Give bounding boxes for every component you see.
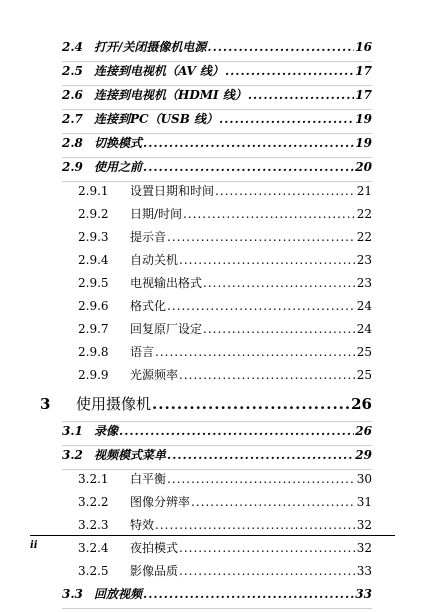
toc-entry-title: 连接到电视机（AV 线）: [94, 64, 224, 78]
toc-entry-title: 格式化: [130, 299, 167, 313]
toc-entry-number: 3.2: [62, 448, 83, 462]
toc-entry-title: 日期/时间: [130, 207, 183, 221]
toc-entry-page: 22: [356, 207, 372, 221]
toc-entry-number: 3.2.2: [78, 495, 109, 509]
toc-entry-page: 23: [356, 253, 372, 267]
toc-entry-title: 影像品质: [130, 564, 179, 578]
toc-entry-title: 电视输出格式: [130, 276, 203, 290]
toc-dot-leader: [167, 472, 356, 486]
toc-entry[interactable]: [62, 343, 372, 366]
toc-entry[interactable]: [62, 38, 372, 62]
toc-entry-number: 2.9.7: [78, 322, 109, 336]
toc-entry-page: 33: [355, 587, 372, 601]
toc-entry-number: 2.9: [62, 160, 83, 174]
toc-dot-leader: [155, 345, 356, 359]
toc-entry[interactable]: [62, 205, 372, 228]
toc-entry-page: 24: [356, 299, 372, 313]
toc-entry-title: 白平衡: [130, 472, 167, 486]
toc-entry-number: 2.9.1: [78, 184, 109, 198]
toc-dot-leader: [179, 541, 356, 555]
toc-entry-title: 光源频率: [130, 368, 179, 382]
toc-entry[interactable]: [62, 446, 372, 470]
toc-entry-page: 24: [356, 322, 372, 336]
toc-entry-number: 2.9.3: [78, 230, 109, 244]
toc-dot-leader: [167, 448, 354, 462]
toc-entry-title: 使用摄像机: [76, 395, 152, 413]
toc-entry-page: 25: [356, 368, 372, 382]
toc-entry-number: 2.7: [62, 112, 83, 126]
toc-dot-leader: [152, 395, 350, 413]
toc-entry[interactable]: [62, 493, 372, 516]
toc-entry-number: 3: [40, 395, 51, 413]
toc-entry-number: 3.2.3: [78, 518, 109, 532]
toc-dot-leader: [183, 207, 356, 221]
toc-entry-number: 2.9.6: [78, 299, 109, 313]
toc-entry[interactable]: [62, 366, 372, 389]
toc-entry-page: 20: [355, 160, 372, 174]
toc-entry-page: 32: [356, 541, 372, 555]
toc-entry-number: 2.9.4: [78, 253, 109, 267]
toc-entry-title: 特效: [130, 518, 155, 532]
toc-entry-title: 录像: [94, 424, 119, 438]
toc-entry[interactable]: [62, 320, 372, 343]
toc-entry-number: 2.4: [62, 40, 83, 54]
toc-entry-page: 33: [356, 564, 372, 578]
toc-entry-page: 21: [356, 184, 372, 198]
toc-entry-page: 29: [355, 448, 372, 462]
toc-entry-title: 自动关机: [130, 253, 179, 267]
toc-entry-page: 17: [355, 88, 372, 102]
toc-dot-leader: [119, 424, 354, 438]
toc-dot-leader: [248, 88, 354, 102]
toc-entry[interactable]: [62, 274, 372, 297]
toc-entry-number: 2.9.8: [78, 345, 109, 359]
toc-entry-number: 2.9.2: [78, 207, 109, 221]
toc-dot-leader: [179, 368, 356, 382]
toc-entry[interactable]: [62, 562, 372, 585]
toc-dot-leader: [167, 230, 356, 244]
toc-dot-leader: [215, 184, 356, 198]
toc-dot-leader: [143, 587, 354, 601]
toc-entry-title: 使用之前: [94, 160, 143, 174]
toc-entry-page: 22: [356, 230, 372, 244]
toc-entry[interactable]: [62, 62, 372, 86]
toc-dot-leader: [203, 276, 356, 290]
toc-entry-number: 2.5: [62, 64, 83, 78]
toc-entry[interactable]: [62, 86, 372, 110]
table-of-contents: [40, 38, 372, 609]
toc-entry[interactable]: [62, 251, 372, 274]
toc-entry-page: 32: [356, 518, 372, 532]
toc-entry[interactable]: [40, 393, 372, 422]
toc-entry-number: 2.9.9: [78, 368, 109, 382]
toc-entry[interactable]: [62, 134, 372, 158]
toc-entry-page: 16: [355, 40, 372, 54]
toc-entry-title: 切换模式: [94, 136, 143, 150]
toc-entry[interactable]: [62, 182, 372, 205]
toc-entry[interactable]: [62, 470, 372, 493]
toc-entry-page: 17: [355, 64, 372, 78]
toc-entry-title: 连接到电视机（HDMI 线）: [94, 88, 247, 102]
toc-entry[interactable]: [62, 297, 372, 320]
toc-entry-title: 语言: [130, 345, 155, 359]
toc-entry-page: 19: [355, 136, 372, 150]
toc-entry[interactable]: [62, 110, 372, 134]
toc-entry-number: 2.9.5: [78, 276, 109, 290]
toc-dot-leader: [179, 564, 356, 578]
toc-entry-title: 夜拍模式: [130, 541, 179, 555]
toc-entry-page: 26: [355, 424, 372, 438]
toc-entry-page: 26: [351, 395, 372, 413]
toc-entry-number: 2.6: [62, 88, 83, 102]
toc-entry-number: 3.3: [62, 587, 83, 601]
toc-dot-leader: [143, 160, 354, 174]
toc-entry[interactable]: [62, 422, 372, 446]
toc-entry-title: 视频模式菜单: [94, 448, 167, 462]
toc-dot-leader: [191, 495, 356, 509]
toc-entry-page: 19: [355, 112, 372, 126]
toc-dot-leader: [203, 322, 356, 336]
toc-dot-leader: [179, 253, 356, 267]
toc-entry[interactable]: [62, 585, 372, 609]
toc-dot-leader: [143, 136, 354, 150]
toc-entry-number: 2.8: [62, 136, 83, 150]
toc-entry[interactable]: [62, 228, 372, 251]
toc-entry-number: 3.2.5: [78, 564, 109, 578]
toc-entry[interactable]: [62, 539, 372, 562]
toc-dot-leader: [225, 64, 354, 78]
toc-entry-page: 23: [356, 276, 372, 290]
toc-entry-title: 提示音: [130, 230, 167, 244]
toc-entry-title: 回放视频: [94, 587, 143, 601]
toc-entry-title: 图像分辨率: [130, 495, 191, 509]
toc-entry-page: 30: [356, 472, 372, 486]
toc-entry-number: 3.2.1: [78, 472, 109, 486]
toc-dot-leader: [167, 299, 356, 313]
footer-page-number: ii: [30, 540, 38, 551]
toc-dot-leader: [155, 518, 356, 532]
toc-dot-leader: [207, 40, 354, 54]
toc-entry-number: 3.1: [62, 424, 83, 438]
toc-entry-title: 回复原厂设定: [130, 322, 203, 336]
toc-entry-title: 连接到PC（USB 线）: [94, 112, 219, 126]
toc-dot-leader: [219, 112, 354, 126]
toc-entry-title: 设置日期和时间: [130, 184, 215, 198]
toc-entry-page: 31: [356, 495, 372, 509]
footer-divider: [30, 535, 395, 536]
toc-entry[interactable]: [62, 158, 372, 182]
toc-entry-number: 3.2.4: [78, 541, 109, 555]
toc-entry-title: 打开/关闭摄像机电源: [94, 40, 207, 54]
toc-entry-page: 25: [356, 345, 372, 359]
